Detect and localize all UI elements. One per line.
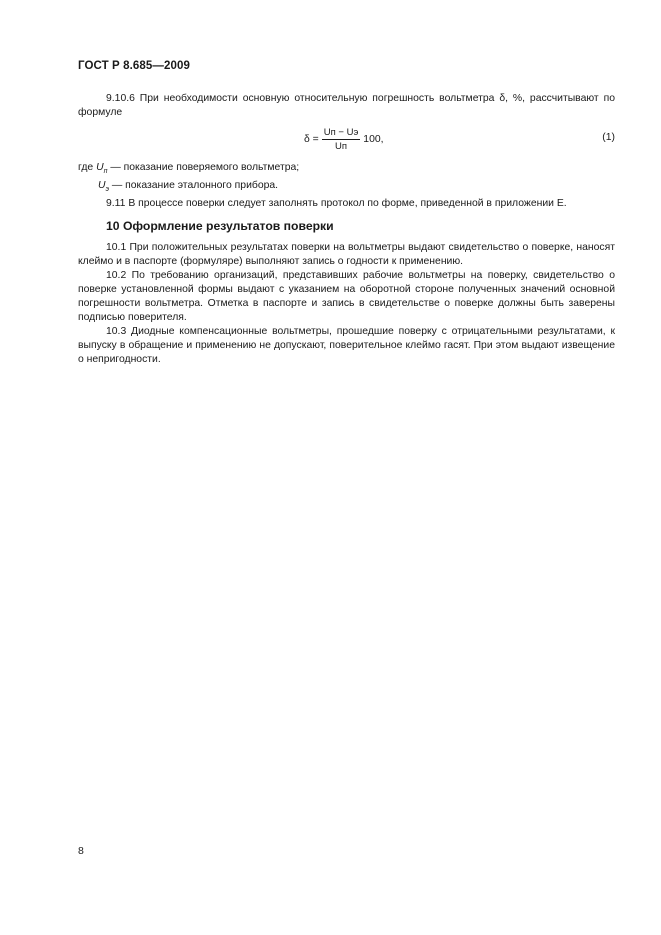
legend-symbol-un: $U_п$ [96, 162, 108, 176]
paragraph-text: 9.10.6 При необходимости основную относительную погрешность вольтметра δ, %, рассчитывают по формуле [78, 93, 615, 118]
paragraph-10-3: 10.3 Диодные компенсационные вольтметры, прошедшие поверку с отрицательными результатами, к выпуску в обращение и применению не допускают, поверительное клеймо гасят. При этом выдают извещение о непригодности. [78, 326, 615, 365]
legend-symbol-ue: $U_э$ [98, 180, 109, 194]
legend-prefix: где [78, 162, 94, 173]
section-10-title: 10 Оформление результатов поверки [106, 219, 334, 233]
formula-expression [304, 124, 384, 154]
paragraph-9-10-6 [78, 92, 615, 120]
legend-text-ue: — показание эталонного прибора. [111, 180, 279, 192]
legend-line-2 [78, 179, 615, 197]
formula-denominator: Uп [335, 140, 348, 152]
section-10-body [78, 241, 615, 367]
paragraph-9-11: 9.11 В процессе поверки следует заполнять протокол по форме, приведенной в приложении Е. [106, 198, 567, 210]
page-number: 8 [78, 845, 84, 857]
formula-lhs: δ = [304, 133, 319, 145]
formula-legend [78, 161, 615, 211]
paragraph-10-1: 10.1 При положительных результатах поверки на вольтметры выдают свидетельство о поверке, наносят клеймо и в паспорте (формуляре) выполняют запись о годности к применению. [78, 242, 615, 267]
formula-multiplier: 100, [363, 133, 384, 145]
formula-number: (1) [602, 132, 615, 143]
formula-fraction [322, 127, 361, 152]
legend-line-1 [78, 161, 615, 179]
formula-1 [78, 124, 615, 154]
paragraph-10-2: 10.2 По требованию организаций, представивших рабочие вольтметры на поверку, свидетельство о поверке установленной формы выдают с указанием на оборотной стороне полученных значений основной погрешности вольтметра. Отметка в паспорте и запись в свидетельстве о поверке должны быть заверены подписью поверителя. [78, 270, 615, 323]
formula-numerator: Uп − Uэ [323, 126, 359, 138]
legend-text-un: — показание поверяемого вольтметра; [110, 162, 300, 173]
document-header: ГОСТ Р 8.685—2009 [78, 60, 190, 72]
